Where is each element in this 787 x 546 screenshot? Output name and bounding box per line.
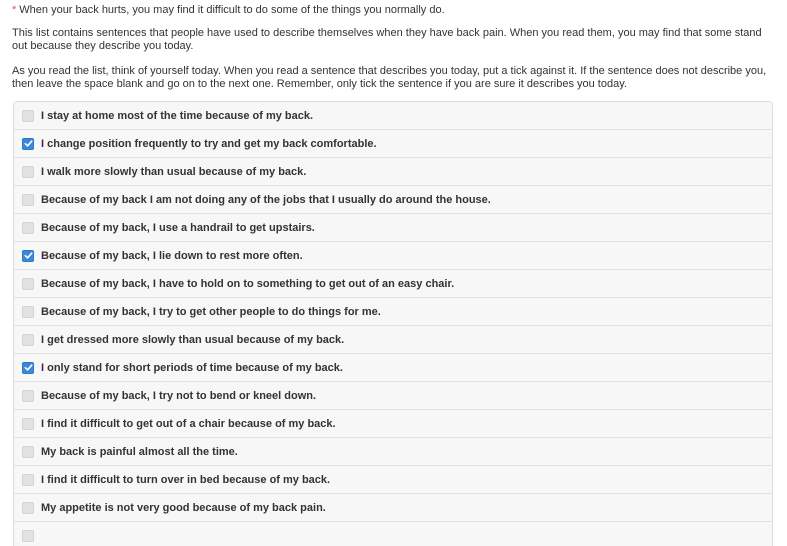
checkmark-icon [24,251,33,260]
checkbox[interactable] [22,138,34,150]
checkbox-option[interactable] [14,298,772,326]
checkmark-icon [24,139,33,148]
checkbox[interactable] [22,530,34,542]
checkbox[interactable] [22,250,34,262]
checkbox[interactable] [22,194,34,206]
checkbox-label: Because of my back I am not doing any of the jobs that I usually do around the house. [41,193,491,206]
checkbox-label: Because of my back, I try not to bend or kneel down. [41,389,317,402]
checkbox-label: I find it difficult to turn over in bed because of my back. [41,473,331,486]
checkbox-option[interactable] [14,158,772,186]
checkbox-option[interactable] [14,186,772,214]
checkbox-label: Because of my back, I use a handrail to get upstairs. [41,221,315,234]
checkbox-list [13,101,773,546]
checkbox-option[interactable] [14,466,772,494]
checkbox-option[interactable] [14,214,772,242]
checkbox-label: My back is painful almost all the time. [41,445,238,458]
checkbox-label: I get dressed more slowly than usual because of my back. [41,333,345,346]
checkbox-option[interactable] [14,270,772,298]
checkbox[interactable] [22,502,34,514]
checkbox-option[interactable] [14,438,772,466]
checkbox-option[interactable] [14,130,772,158]
checkbox-option[interactable] [14,522,772,546]
checkbox[interactable] [22,110,34,122]
checkbox-option[interactable] [14,102,772,130]
question-title [12,4,773,17]
instructions-paragraph-1: This list contains sentences that people have used to describe themselves when they have back pain. When you read them, you may find that some stand out because they describe you today. [12,27,762,52]
checkbox-label: Because of my back, I have to hold on to something to get out of an easy chair. [41,277,455,290]
checkbox[interactable] [22,362,34,374]
required-marker: * [12,4,17,16]
checkbox-label: I walk more slowly than usual because of my back. [41,165,307,178]
checkbox-label: I change position frequently to try and get my back comfortable. [41,137,377,150]
checkbox-label: My appetite is not very good because of my back pain. [41,501,326,514]
checkbox[interactable] [22,418,34,430]
checkbox-option[interactable] [14,410,772,438]
checkbox[interactable] [22,334,34,346]
checkbox[interactable] [22,390,34,402]
checkbox[interactable] [22,166,34,178]
checkbox[interactable] [22,222,34,234]
checkbox-option[interactable] [14,354,772,382]
checkmark-icon [24,363,33,372]
checkbox-label: Because of my back, I try to get other people to do things for me. [41,305,381,318]
instructions-paragraph-2: As you read the list, think of yourself today. When you read a sentence that describes you today, put a tick against it. If the sentence does not describe you, then leave the space blank and go on to the next one. Remember, only tick the sentence if you are sure it describes you today. [12,65,767,90]
checkbox-option[interactable] [14,326,772,354]
checkbox-option[interactable] [14,382,772,410]
checkbox-option[interactable] [14,494,772,522]
checkbox-label: I find it difficult to get out of a chair because of my back. [41,417,336,430]
checkbox-label: I only stand for short periods of time because of my back. [41,361,343,374]
checkbox[interactable] [22,446,34,458]
checkbox-option[interactable] [14,242,772,270]
checkbox-label: I stay at home most of the time because of my back. [41,109,314,122]
question-title-text: When your back hurts, you may find it difficult to do some of the things you normally do. [19,4,445,16]
checkbox[interactable] [22,278,34,290]
checkbox[interactable] [22,474,34,486]
checkbox[interactable] [22,306,34,318]
checkbox-label: Because of my back, I lie down to rest more often. [41,249,303,262]
